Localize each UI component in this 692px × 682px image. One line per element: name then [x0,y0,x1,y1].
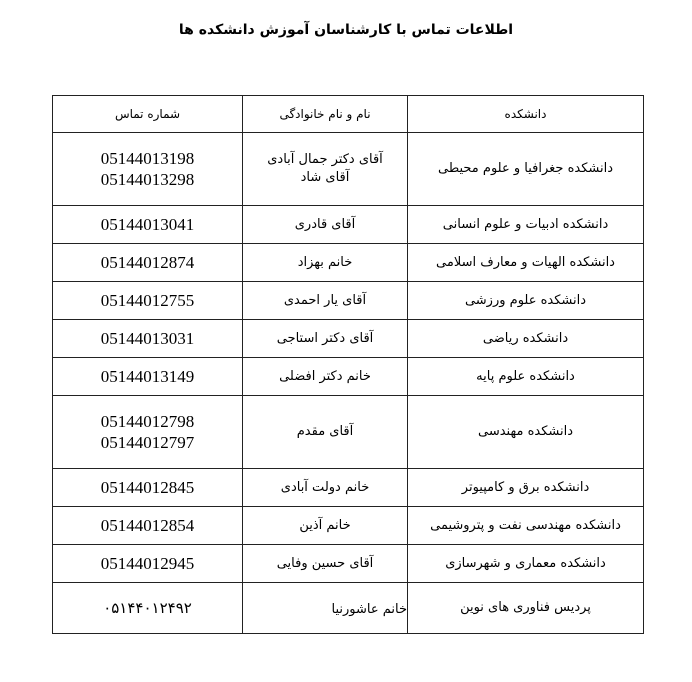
table-cell-phone [52,396,243,469]
table-cell-name [243,396,408,469]
phone-number: ۰۵۱۴۴۰۱۲۴۹۲ [103,598,192,617]
table-cell-phone [52,244,243,282]
phone-number: 05144012797 [100,433,195,452]
table-cell-faculty [408,583,644,634]
phone-number: 05144013031 [100,328,195,348]
contact-table [52,95,644,634]
table-cell-faculty [408,282,644,320]
faculty-name: دانشکده برق و کامپیوتر [461,479,590,495]
table-cell-faculty [408,320,644,358]
table-cell-faculty [408,469,644,507]
faculty-name: دانشکده علوم پایه [476,368,575,384]
phone-number: 05144012845 [100,477,195,497]
contact-name: خانم دولت آبادی [280,479,370,495]
table-cell-name [243,244,408,282]
faculty-name: دانشکده ادبیات و علوم انسانی [442,216,609,232]
header-faculty: دانشکده [408,95,644,133]
header-name: نام و نام خانوادگی [243,95,408,133]
table-cell-phone [52,507,243,545]
table-cell-name [243,320,408,358]
contact-name: آقای حسین وفایی [276,555,374,571]
table-cell-name [243,282,408,320]
faculty-name: دانشکده معماری و شهرسازی [445,555,606,571]
faculty-name: دانشکده مهندسی [478,424,573,440]
table-cell-name [243,469,408,507]
phone-number: 05144013041 [100,214,195,234]
table-cell-name [243,133,408,206]
faculty-name: دانشکده مهندسی نفت و پتروشیمی [430,517,621,533]
table-cell-faculty [408,545,644,583]
contact-name: خانم عاشورنیا [331,602,407,618]
phone-number: 05144012755 [100,290,195,310]
contact-name: خانم آذین [299,517,351,533]
table-cell-faculty [408,206,644,244]
contact-name: آقای مقدم [296,424,354,440]
table-cell-faculty [408,396,644,469]
contact-name: آقای یار احمدی [283,292,367,308]
table-cell-phone [52,206,243,244]
phone-number: 05144012874 [100,252,195,272]
document-title: اطلاعات تماس با کارشناسان آموزش دانشکده ها [178,22,514,38]
table-cell-faculty [408,507,644,545]
faculty-name: دانشکده ریاضی [482,330,569,346]
table-cell-name [243,206,408,244]
faculty-name: پردیس فناوری های نوین [460,600,591,616]
faculty-name: دانشکده الهیات و معارف اسلامی [436,254,615,270]
table-cell-faculty [408,133,644,206]
table-cell-name [243,545,408,583]
table-cell-phone [52,320,243,358]
table-cell-name [243,507,408,545]
contact-name: آقای دکتر جمال آبادی [267,152,383,168]
contact-name: آقای دکتر استاجی [276,330,374,346]
faculty-name: دانشکده علوم ورزشی [464,292,587,308]
contact-name: خانم بهزاد [297,254,353,270]
table-cell-phone [52,282,243,320]
phone-number: 05144013149 [100,366,195,386]
table-cell-name [243,583,408,634]
phone-number: 05144012945 [100,553,195,573]
phone-number: 05144013298 [100,170,195,189]
phone-number: 05144013198 [100,148,195,168]
table-cell-faculty [408,244,644,282]
contact-name: آقای شاد [300,170,350,185]
phone-number: 05144012798 [100,411,195,431]
table-cell-phone [52,358,243,396]
table-cell-phone [52,545,243,583]
table-cell-phone [52,133,243,206]
header-phone: شماره تماس [52,95,243,133]
contact-name: خانم دکتر افضلی [279,368,371,384]
table-cell-phone [52,469,243,507]
phone-number: 05144012854 [100,515,195,535]
table-cell-phone [52,583,243,634]
contact-name: آقای قادری [294,216,356,232]
faculty-name: دانشکده جغرافیا و علوم محیطی [437,161,614,177]
table-cell-name [243,358,408,396]
table-cell-faculty [408,358,644,396]
